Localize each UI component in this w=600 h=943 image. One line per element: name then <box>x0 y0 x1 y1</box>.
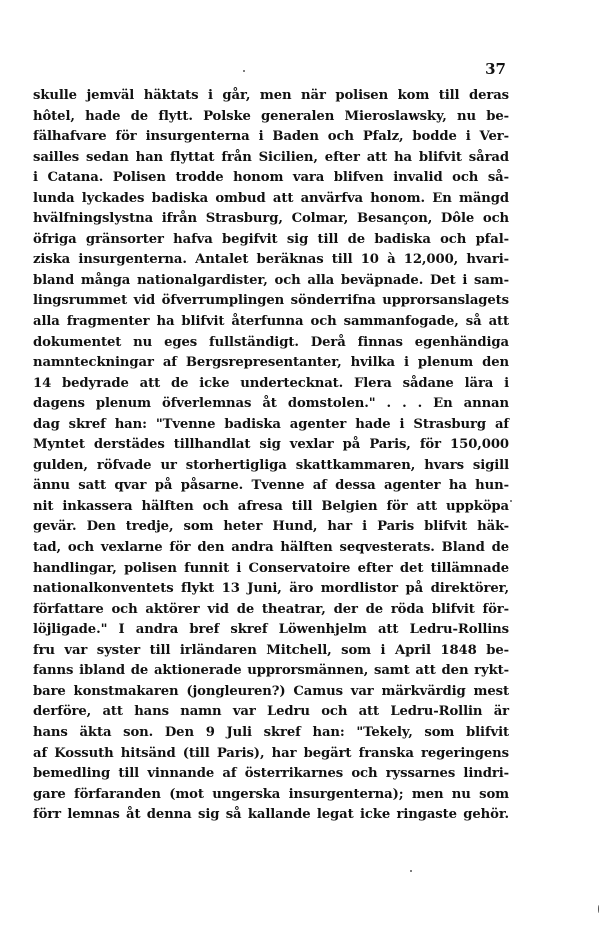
text-line: lingsrummet vid öfverrumplingen sönderrifna upprorsanslagets <box>33 293 509 309</box>
text-line: gevär. Den tredje, som heter Hund, har i Paris blifvit häk- <box>33 519 509 535</box>
text-line: bare konstmakaren (jongleuren?) Camus var märkvärdig mest <box>33 683 509 699</box>
text-line: tad, och vexlarne för den andra hälften seqvesterats. Bland de <box>33 540 509 556</box>
text-line: nit inkassera hälften och afresa till Belgien för att uppköpa <box>33 498 509 514</box>
text-line: gare förfaranden (mot ungerska insurgenterna); men nu som <box>33 786 509 802</box>
text-line: af Kossuth hitsänd (till Paris), har begärt franska regeringens <box>33 745 509 761</box>
text-line: fälhafvare för insurgenterna i Baden och Pfalz, bodde i Ver- <box>33 129 509 145</box>
text-line: bemedling till vinnande af österrikarnes och ryssarnes lindri- <box>33 766 509 782</box>
text-line: hans äkta son. Den 9 Juli skref han: "Tekely, som blifvit <box>33 724 509 740</box>
text-line: sailles sedan han flyttat från Sicilien, efter att ha blifvit sårad <box>33 149 509 165</box>
text-line: dagens plenum öfverlemnas åt domstolen." . . . En annan <box>33 396 509 412</box>
text-line: förr lemnas åt denna sig så kallande legat icke ringaste gehör. <box>33 807 509 823</box>
text-line: fru var syster till irländaren Mitchell, som i April 1848 be- <box>33 642 509 658</box>
scan-speck <box>243 70 245 72</box>
text-line: nationalkonventets flykt 13 Juni, äro mordlistor på direktörer, <box>33 581 509 597</box>
scan-speck <box>598 905 599 913</box>
text-line: öfriga gränsorter hafva begifvit sig till de badiska och pfal- <box>33 231 509 247</box>
text-line: bland många nationalgardister, och alla beväpnade. Det i sam- <box>33 272 509 288</box>
text-line: alla fragmenter ha blifvit återfunna och sammanfogade, så att <box>33 314 509 330</box>
text-line: ännu satt qvar på påsarne. Tvenne af dessa agenter ha hun- <box>33 478 509 494</box>
text-line: skulle jemväl häktats i går, men när polisen kom till deras <box>33 88 509 103</box>
text-line: löjligade." I andra bref skref Löwenhjelm att Ledru-Rollins <box>33 622 509 638</box>
text-line: i Catana. Polisen trodde honom vara blifven invalid och så- <box>33 170 509 186</box>
body-text <box>33 86 509 826</box>
text-line: ziska insurgenterna. Antalet beräknas till 10 à 12,000, hvari- <box>33 252 509 268</box>
page-number: 37 <box>485 60 506 78</box>
text-line: derföre, att hans namn var Ledru och att Ledru-Rollin är <box>33 704 509 720</box>
text-line: gulden, röfvade ur storhertigliga skattkammaren, hvars sigill <box>33 457 509 473</box>
text-line: namnteckningar af Bergsrepresentanter, hvilka i plenum den <box>33 355 509 371</box>
text-line: Myntet derstädes tillhandlat sig vexlar på Paris, för 150,000 <box>33 437 509 453</box>
text-line: dokumentet nu eges fullständigt. Derå finnas egenhändiga <box>33 334 509 350</box>
text-line: fanns ibland de aktionerade upprorsmännen, samt att den rykt- <box>33 663 509 679</box>
scan-speck <box>510 500 512 502</box>
text-line: dag skref han: "Tvenne badiska agenter hade i Strasburg af <box>33 416 509 432</box>
text-line: handlingar, polisen funnit i Conservatoire efter det tillämnade <box>33 560 509 576</box>
text-line: författare och aktörer vid de theatrar, der de röda blifvit för- <box>33 601 509 617</box>
scan-speck <box>410 870 412 872</box>
text-line: hôtel, hade de flytt. Polske generalen Mieroslawsky, nu be- <box>33 108 509 124</box>
text-line: lunda lyckades badiska ombud att anvärfva honom. En mängd <box>33 190 509 206</box>
text-line: hvälfningslystna ifrån Strasburg, Colmar, Besançon, Dôle och <box>33 211 509 227</box>
text-line: 14 bedyrade att de icke undertecknat. Flera sådane lära i <box>33 375 509 391</box>
